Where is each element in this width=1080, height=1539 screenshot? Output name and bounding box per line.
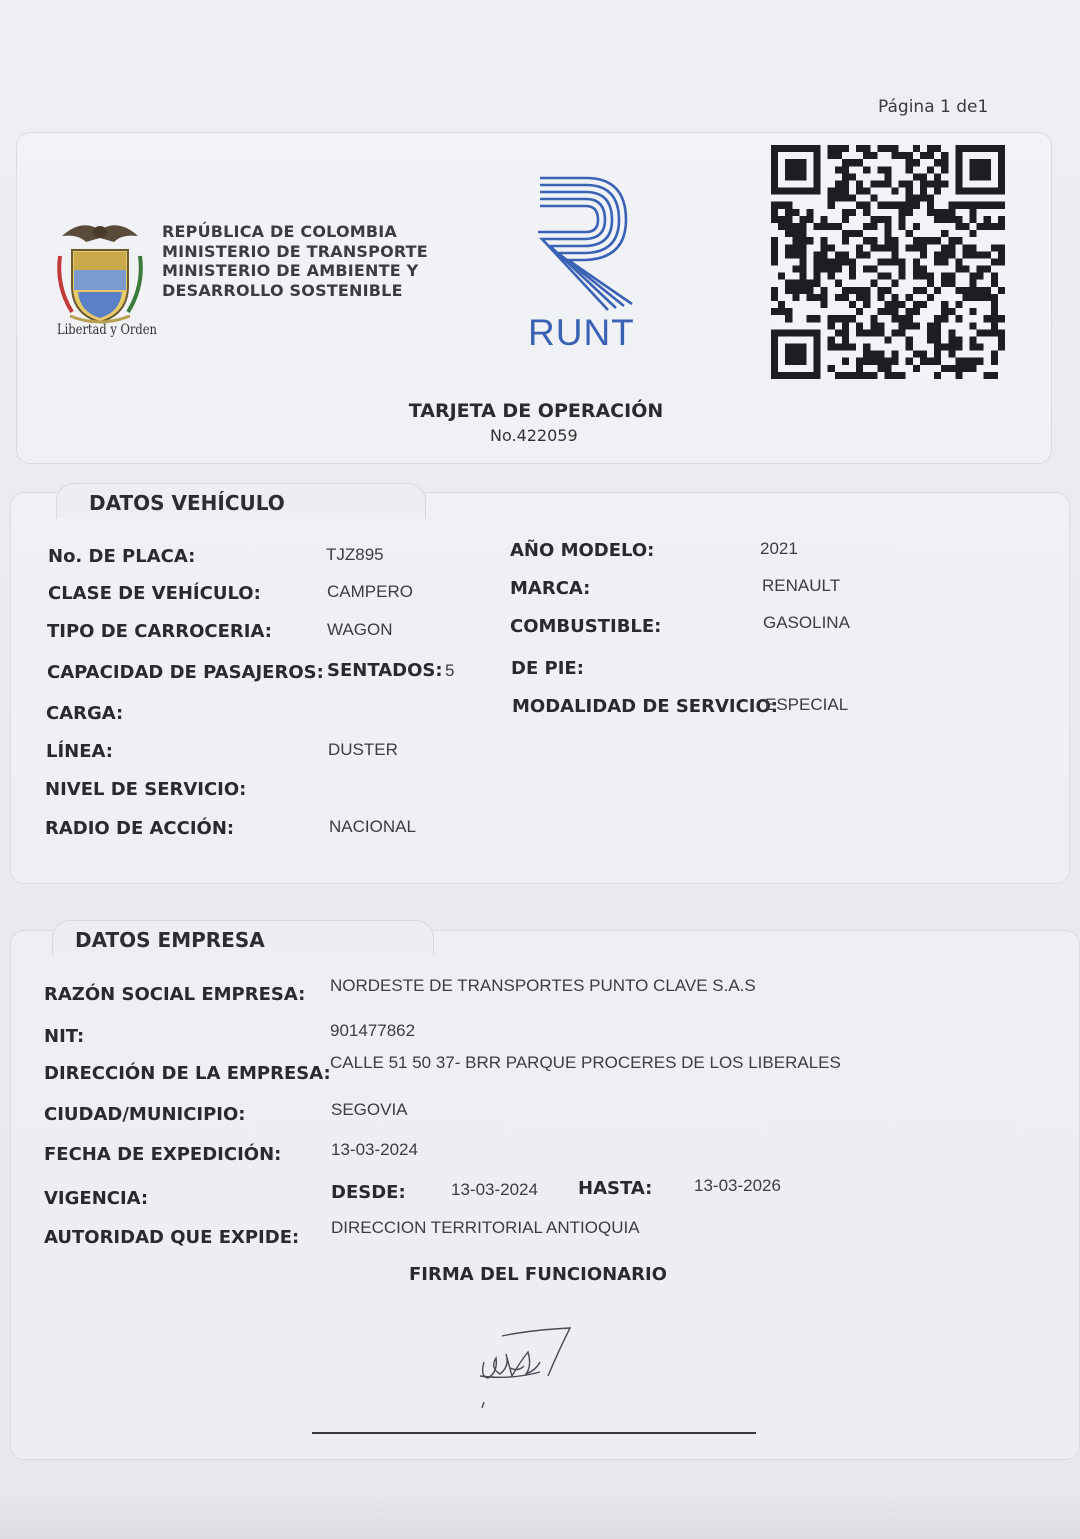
combustible-value: GASOLINA <box>763 613 850 632</box>
hasta-label: HASTA: <box>578 1178 653 1199</box>
document-title-text: TARJETA DE OPERACIÓN <box>408 400 664 422</box>
carroceria-value: WAGON <box>327 620 393 639</box>
modalidad-label: MODALIDAD DE SERVICIO: <box>512 696 778 717</box>
sentados-value: 5 <box>445 661 455 680</box>
document-title <box>0 400 1080 422</box>
carga-label: CARGA: <box>46 703 124 724</box>
placa-label: No. DE PLACA: <box>48 546 196 567</box>
radio-accion-label: RADIO DE ACCIÓN: <box>45 818 235 839</box>
signature-line <box>312 1432 756 1434</box>
hasta-value: 13-03-2026 <box>694 1176 781 1195</box>
direccion-label: DIRECCIÓN DE LA EMPRESA: <box>44 1063 331 1084</box>
marca-label: MARCA: <box>510 578 591 599</box>
runt-logo-text: RUNT <box>528 312 635 353</box>
capacidad-label: CAPACIDAD DE PASAJEROS: <box>47 662 324 683</box>
linea-value: DUSTER <box>328 740 398 759</box>
de-pie-label: DE PIE: <box>511 658 584 679</box>
autoridad-label: AUTORIDAD QUE EXPIDE: <box>44 1227 300 1248</box>
autoridad-value: DIRECCION TERRITORIAL ANTIOQUIA <box>331 1218 640 1237</box>
page-bottom-edge <box>0 1495 1080 1539</box>
ministry-line: REPÚBLICA DE COLOMBIA <box>162 222 398 241</box>
page-number: Página 1 de1 <box>878 97 989 117</box>
nit-value: 901477862 <box>330 1021 416 1040</box>
marca-value: RENAULT <box>762 576 841 595</box>
fecha-expedicion-label: FECHA DE EXPEDICIÓN: <box>44 1144 282 1165</box>
modelo-value: 2021 <box>760 539 798 558</box>
desde-label: DESDE: <box>331 1182 406 1203</box>
fecha-expedicion-value: 13-03-2024 <box>331 1140 418 1159</box>
desde-value: 13-03-2024 <box>451 1180 538 1199</box>
document-number: No.422059 <box>490 426 578 445</box>
company-section-title: DATOS EMPRESA <box>52 920 434 956</box>
ministry-block <box>162 222 428 300</box>
razon-social-value: NORDESTE DE TRANSPORTES PUNTO CLAVE S.A.S <box>330 976 756 995</box>
modelo-label: AÑO MODELO: <box>510 540 655 561</box>
qr-code-icon <box>768 145 1008 379</box>
placa-value: TJZ895 <box>326 545 384 564</box>
linea-label: LÍNEA: <box>46 741 113 762</box>
clase-label: CLASE DE VEHÍCULO: <box>48 583 261 604</box>
sentados-label: SENTADOS: <box>327 660 443 681</box>
nit-label: NIT: <box>44 1026 85 1047</box>
combustible-label: COMBUSTIBLE: <box>510 616 662 637</box>
ministry-line: DESARROLLO SOSTENIBLE <box>162 280 403 300</box>
ciudad-label: CIUDAD/MUNICIPIO: <box>44 1104 246 1125</box>
seal-motto: Libertad y Orden <box>57 322 157 338</box>
razon-social-label: RAZÓN SOCIAL EMPRESA: <box>44 984 306 1005</box>
ministry-line: MINISTERIO DE TRANSPORTE <box>162 241 428 261</box>
signature-icon <box>470 1322 590 1412</box>
clase-value: CAMPERO <box>327 582 413 601</box>
vehicle-section-title: DATOS VEHÍCULO <box>56 483 426 519</box>
ciudad-value: SEGOVIA <box>331 1100 408 1119</box>
direccion-value: CALLE 51 50 37- BRR PARQUE PROCERES DE LOS LIBERALES <box>330 1053 841 1072</box>
ministry-line: MINISTERIO DE AMBIENTE Y <box>162 261 419 280</box>
radio-accion-value: NACIONAL <box>329 817 416 836</box>
vigencia-label: VIGENCIA: <box>44 1188 149 1209</box>
nivel-servicio-label: NIVEL DE SERVICIO: <box>45 779 247 800</box>
modalidad-value: ESPECIAL <box>765 695 849 714</box>
firma-label: FIRMA DEL FUNCIONARIO <box>409 1264 667 1285</box>
carroceria-label: TIPO DE CARROCERIA: <box>47 621 272 642</box>
